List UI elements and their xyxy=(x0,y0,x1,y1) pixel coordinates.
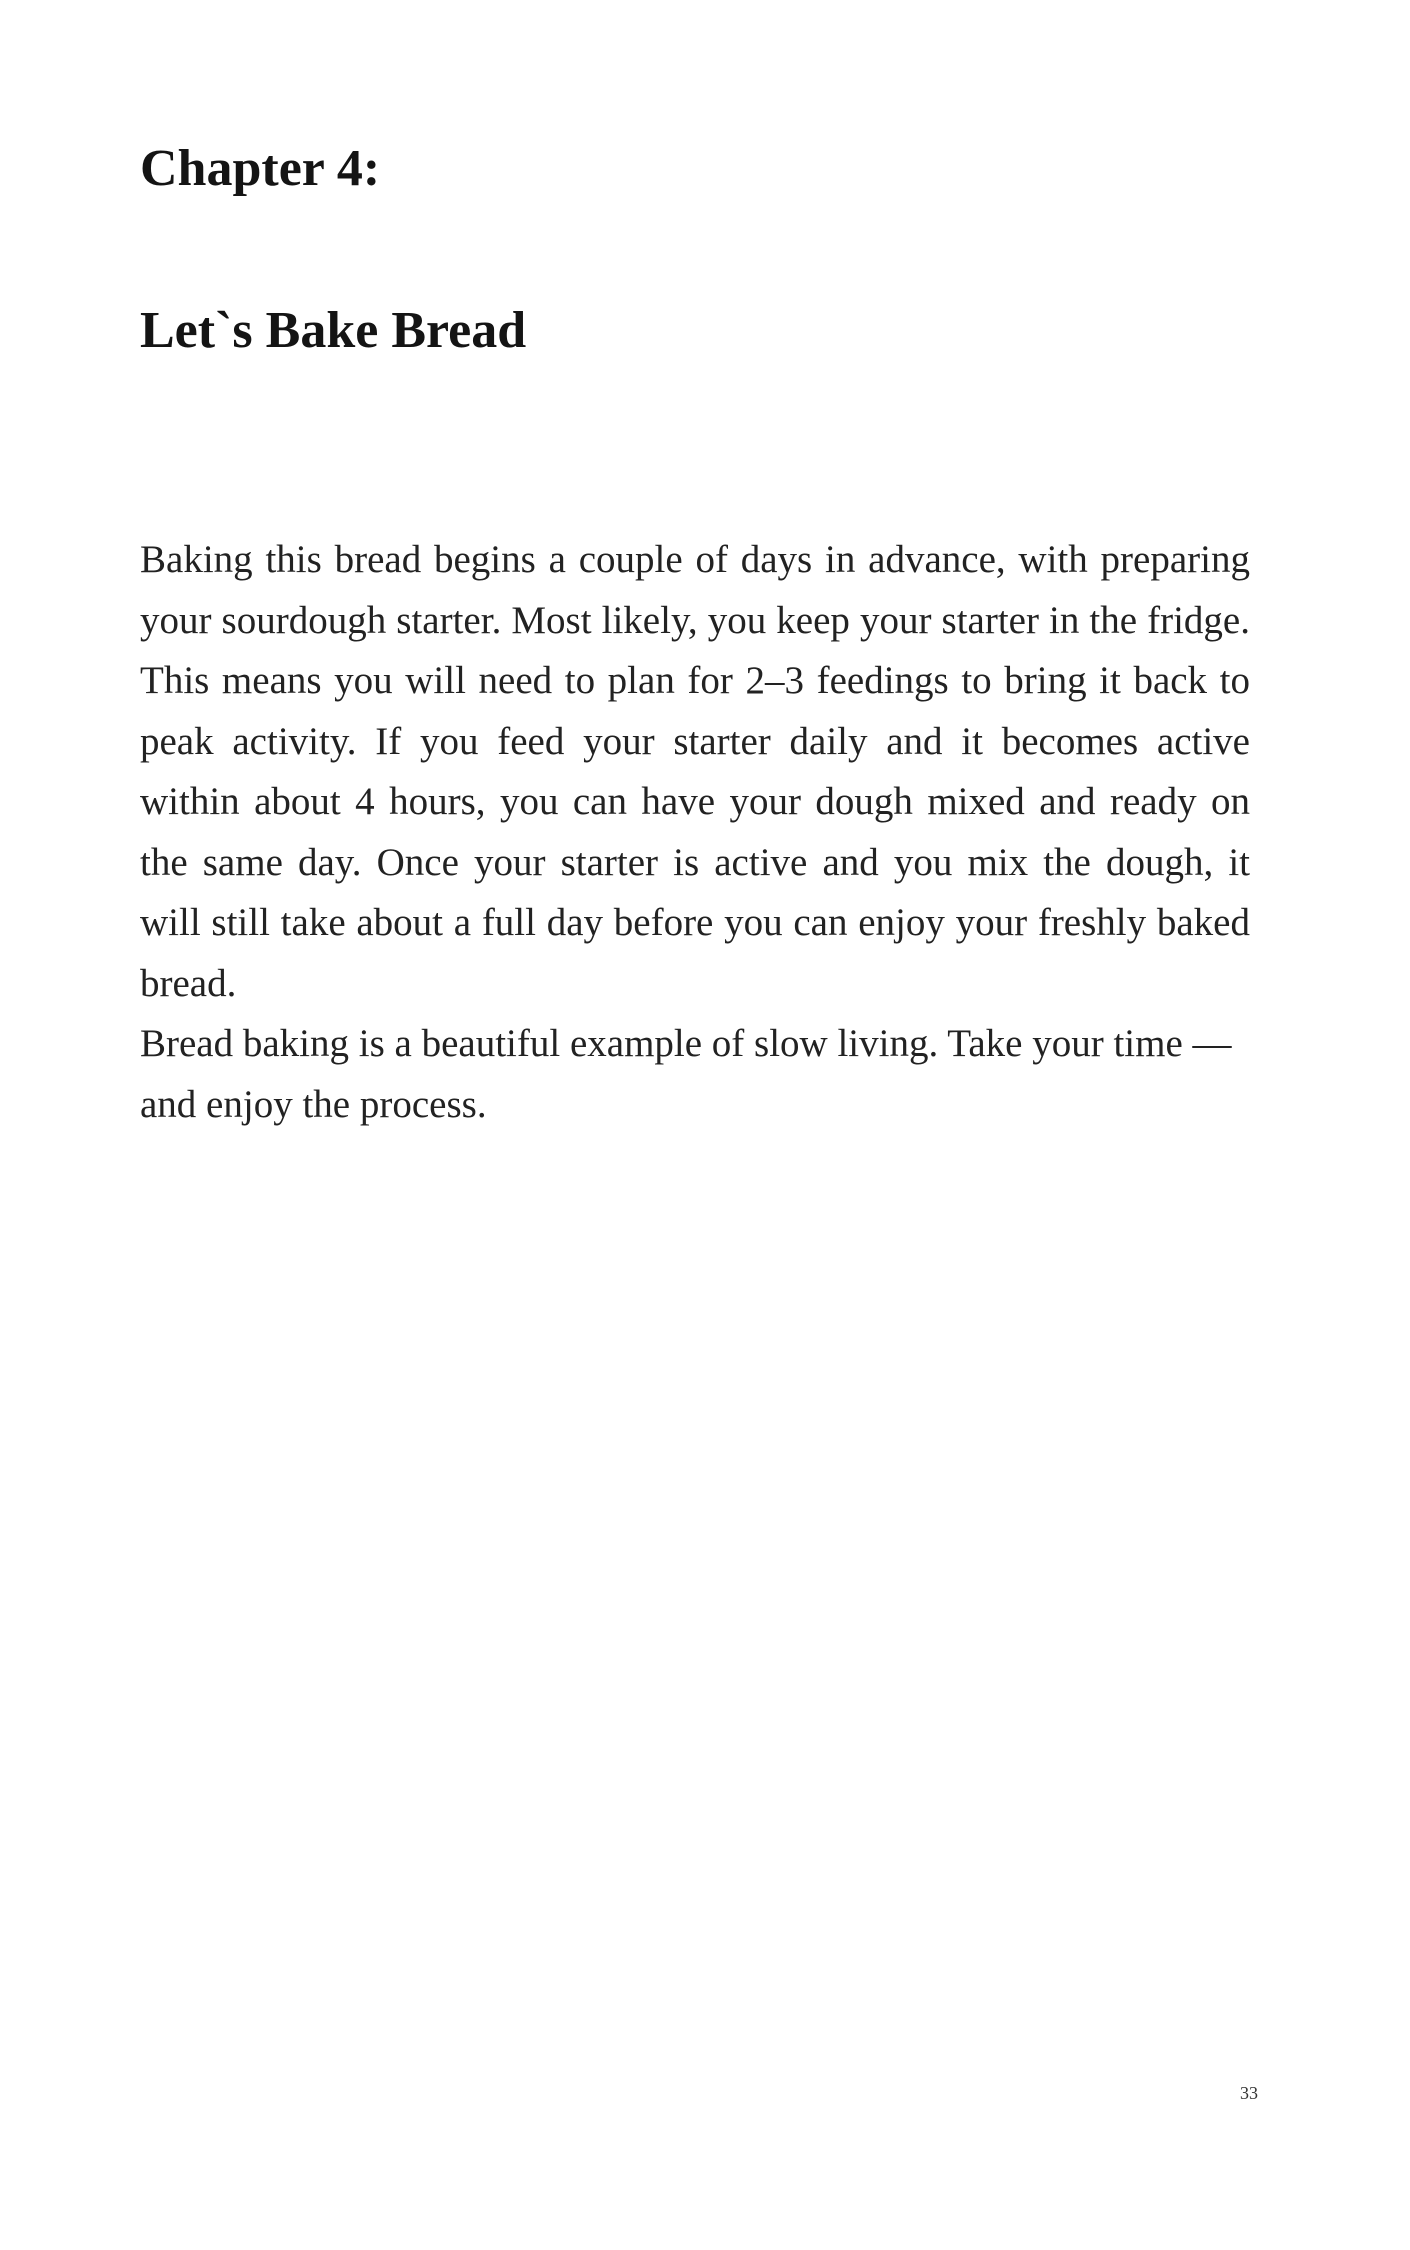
chapter-title: Let`s Bake Bread xyxy=(140,302,527,359)
chapter-heading: Chapter 4: xyxy=(140,140,381,197)
body-text xyxy=(140,530,1250,1135)
body-paragraph-1: Baking this bread begins a couple of days in advance, with preparing your sourdough starter. Most likely, you keep your starter in the fridge. This means you will need to plan for 2–3 feedings to bring it back to peak activity. If you feed your starter daily and it becomes active within about 4 hours, you can have your dough mixed and ready on the same day. Once your starter is active and you mix the dough, it will still take about a full day before you can enjoy your freshly baked bread. xyxy=(140,538,1250,1005)
page-number: 33 xyxy=(1240,2083,1258,2103)
body-paragraph-2: Bread baking is a beautiful example of slow living. Take your time — and enjoy the process. xyxy=(140,1022,1232,1126)
